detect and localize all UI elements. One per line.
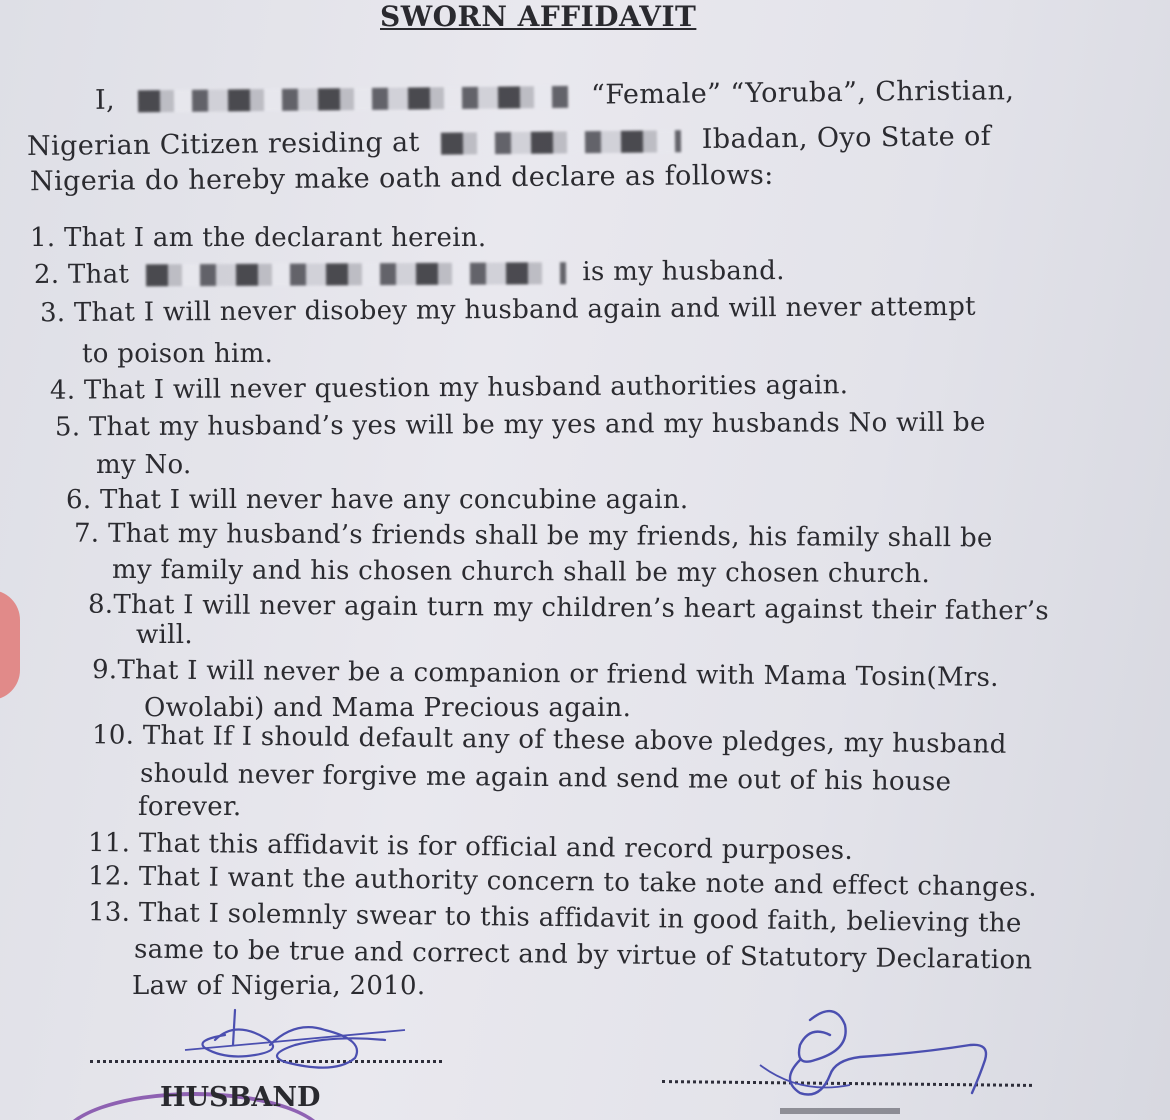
item-1: 1. That I am the declarant herein.	[30, 223, 487, 253]
finger-edge	[0, 590, 20, 700]
intro-line-2-suffix: Ibadan, Oyo State of	[701, 120, 992, 155]
redacted-name	[138, 85, 568, 112]
redacted-husband-name	[146, 262, 566, 286]
document-title: SWORN AFFIDAVIT	[380, 0, 697, 33]
item-9-line-1: 9.That I will never be a companion or friend with Mama Tosin(Mrs.	[91, 655, 999, 693]
item-7-line-1: 7. That my husband’s friends shall be my friends, his family shall be	[73, 518, 993, 554]
husband-signature	[175, 1000, 415, 1080]
wife-label-cropped	[780, 1108, 900, 1114]
item-3-line-1: 3. That I will never disobey my husband again and will never attempt	[39, 291, 976, 329]
intro-line-2-prefix: Nigerian Citizen residing at	[26, 126, 420, 163]
item-12: 12. That I want the authority concern to take note and effect changes.	[87, 861, 1038, 903]
item-11: 11. That this affidavit is for official and record purposes.	[87, 827, 854, 867]
item-10-line-3: forever.	[138, 792, 242, 822]
item-4: 4. That I will never question my husband authorities again.	[49, 370, 849, 406]
item-3-line-2: to poison him.	[82, 339, 274, 369]
item-10-line-1: 10. That If I should default any of these above pledges, my husband	[91, 720, 1007, 760]
intro-line-1	[95, 75, 1015, 117]
intro-line-3: Nigeria do hereby make oath and declare as follows:	[29, 159, 774, 198]
intro-line-1-suffix: “Female” “Yoruba”, Christian,	[590, 75, 1015, 111]
husband-label: HUSBAND	[160, 1082, 321, 1113]
item-13-line-1: 13. That I solemnly swear to this affidavit in good faith, believing the	[87, 897, 1022, 939]
item-10-line-2: should never forgive me again and send me out of his house	[139, 758, 952, 798]
item-13-line-3: Law of Nigeria, 2010.	[132, 971, 426, 1001]
item-7-line-2: my family and his chosen church shall be my chosen church.	[111, 554, 931, 590]
item-2-suffix: is my husband.	[582, 256, 785, 288]
intro-line-1-prefix: I,	[94, 84, 116, 116]
wife-signature	[740, 1005, 1020, 1105]
item-2	[34, 255, 785, 292]
redacted-address	[441, 130, 681, 155]
item-5-line-1: 5. That my husband’s yes will be my yes and my husbands No will be	[54, 407, 986, 443]
item-13-line-2: same to be true and correct and by virtue of Statutory Declaration	[133, 934, 1033, 976]
item-8-line-1: 8.That I will never again turn my children’s heart against their father’s	[87, 589, 1050, 627]
item-8-line-2: will.	[136, 620, 193, 650]
item-5-line-2: my No.	[96, 450, 192, 480]
item-9-line-2: Owolabi) and Mama Precious again.	[144, 693, 632, 723]
item-6: 6. That I will never have any concubine again.	[66, 485, 689, 515]
item-2-prefix: 2. That	[33, 259, 130, 290]
intro-line-2	[27, 121, 991, 163]
